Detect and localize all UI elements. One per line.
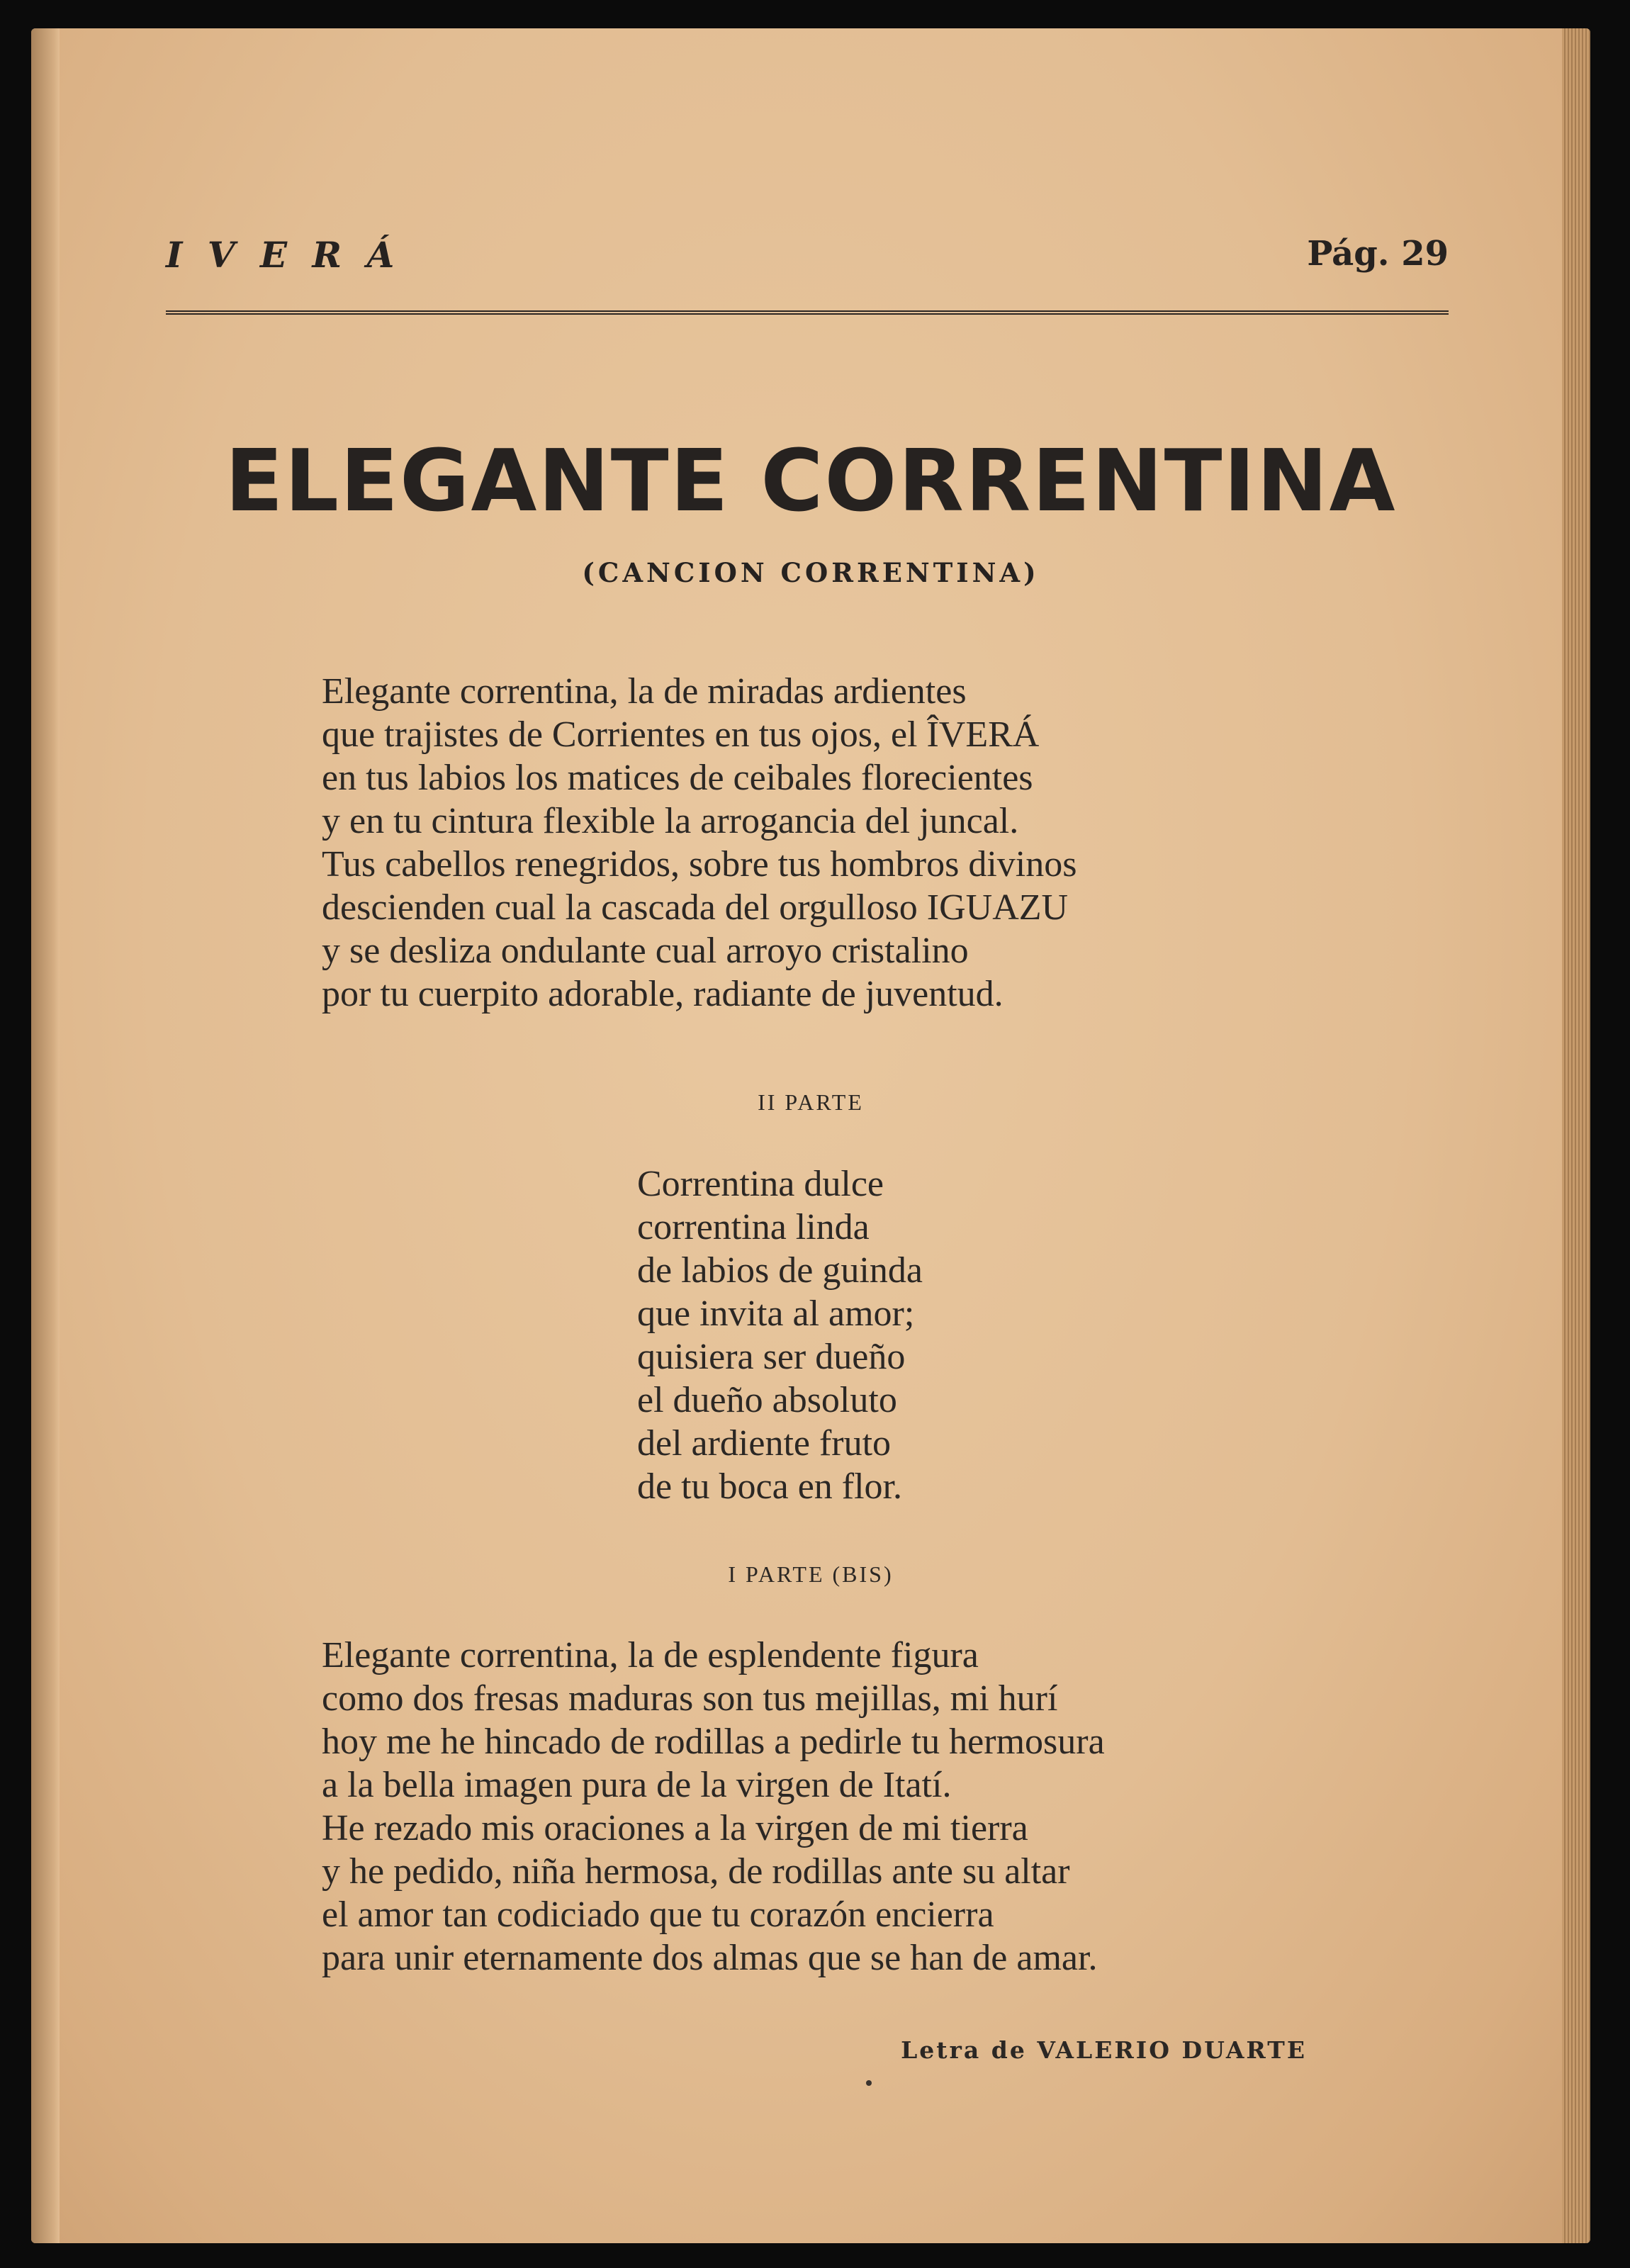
verse-line: y se desliza ondulante cual arroyo cristalino <box>322 931 969 971</box>
verse-line: de labios de guinda <box>637 1250 923 1291</box>
verse-line: el dueño absoluto <box>637 1380 897 1420</box>
verse-line: por tu cuerpito adorable, radiante de juventud. <box>322 974 1004 1014</box>
page-edges <box>1562 28 1590 2243</box>
verse-line: y en tu cintura flexible la arrogancia del juncal. <box>322 801 1019 841</box>
ink-speck <box>866 2080 872 2086</box>
page-number: Pág. 29 <box>1307 234 1449 274</box>
verse-line: que trajistes de Corrientes en tus ojos, el ÎVERÁ <box>322 714 1040 755</box>
verse-line: como dos fresas maduras son tus mejillas, mi hurí <box>322 1678 1058 1719</box>
magazine-name: I V E R Á <box>166 234 401 276</box>
stanza-part-2 <box>637 1162 923 1508</box>
stanza-part-1 <box>322 670 1077 1016</box>
verse-line: He rezado mis oraciones a la virgen de mi tierra <box>322 1808 1028 1848</box>
verse-line: descienden cual la cascada del orgulloso IGUAZU <box>322 887 1069 928</box>
book-spine-shadow <box>31 28 60 2243</box>
stanza-part-1-bis <box>322 1634 1105 1980</box>
verse-line: quisiera ser dueño <box>637 1337 906 1377</box>
song-subtitle: (CANCION CORRENTINA) <box>582 557 1040 588</box>
verse-line: de tu boca en flor. <box>637 1466 902 1507</box>
section-label-part-1-bis: I PARTE (BIS) <box>728 1561 894 1587</box>
verse-line: hoy me he hincado de rodillas a pedirle tu hermosura <box>322 1722 1105 1762</box>
verse-line: en tus labios los matices de ceibales florecientes <box>322 758 1033 798</box>
running-header <box>166 234 1449 312</box>
verse-line: del ardiente fruto <box>637 1423 892 1464</box>
verse-line: Elegante correntina, la de esplendente figura <box>322 1635 979 1675</box>
verse-line: a la bella imagen pura de la virgen de Itatí. <box>322 1765 952 1805</box>
verse-line: que invita al amor; <box>637 1293 915 1334</box>
song-title: ELEGANTE CORRENTINA <box>225 432 1397 531</box>
verse-line: Tus cabellos renegridos, sobre tus hombros divinos <box>322 844 1077 885</box>
section-label-part-2: II PARTE <box>758 1089 864 1115</box>
verse-line: Elegante correntina, la de miradas ardientes <box>322 671 967 712</box>
book-page <box>31 28 1590 2243</box>
verse-line: y he pedido, niña hermosa, de rodillas ante su altar <box>322 1851 1070 1892</box>
lyrics-credit: Letra de VALERIO DUARTE <box>901 2036 1307 2064</box>
verse-line: para unir eternamente dos almas que se han de amar. <box>322 1938 1098 1978</box>
header-rule <box>166 310 1449 315</box>
verse-line: correntina linda <box>637 1207 870 1247</box>
verse-line: el amor tan codiciado que tu corazón encierra <box>322 1894 994 1935</box>
verse-line: Correntina dulce <box>637 1164 884 1204</box>
